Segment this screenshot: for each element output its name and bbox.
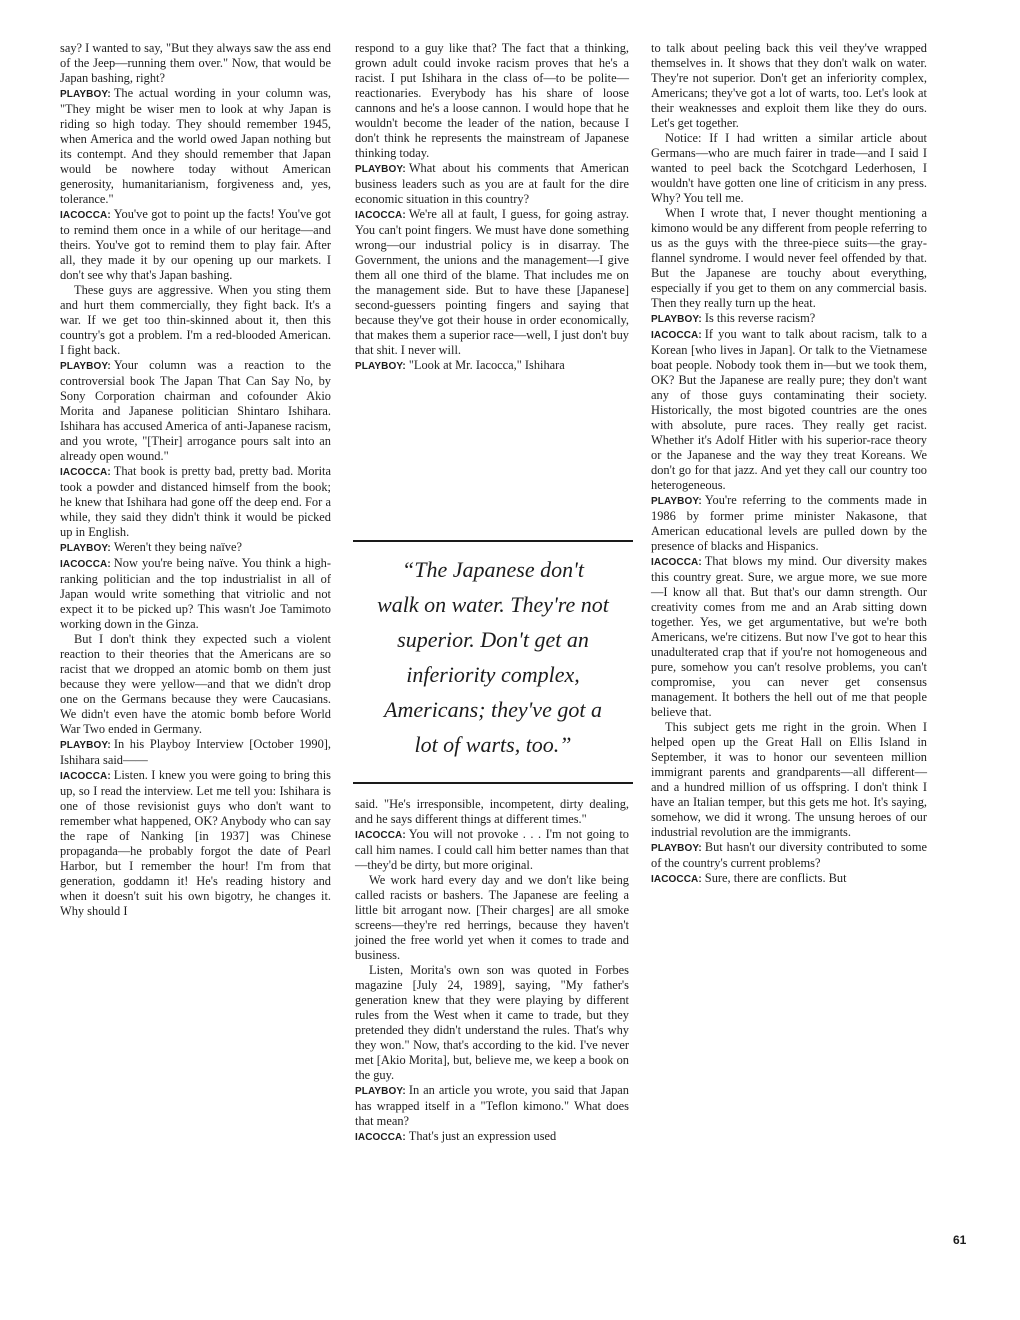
speaker-label: PLAYBOY:	[60, 543, 111, 554]
paragraph	[60, 556, 331, 632]
speaker-label: IACOCCA:	[355, 1132, 406, 1143]
paragraph-text: You will not provoke . . . I'm not going to call him names. I could call him better names than that—they'd be dirty, but more original.	[355, 827, 629, 872]
speaker-label: IACOCCA:	[60, 467, 111, 478]
paragraph	[60, 737, 331, 768]
paragraph-text: Is this reverse racism?	[704, 311, 816, 325]
paragraph	[355, 873, 629, 963]
paragraph	[651, 720, 927, 840]
paragraph	[60, 86, 331, 207]
speaker-label: IACOCCA:	[355, 830, 406, 841]
paragraph	[651, 41, 927, 131]
paragraph	[60, 283, 331, 358]
text-column-2	[355, 41, 629, 374]
speaker-label: IACOCCA:	[651, 330, 702, 341]
pull-quote-line: superior. Don't get an	[397, 627, 589, 652]
paragraph	[60, 632, 331, 737]
pull-quote-line: inferiority complex,	[406, 662, 580, 687]
paragraph-text: said. "He's irresponsible, incompetent, dirty dealing, and he says different things at different times."	[355, 797, 629, 826]
paragraph	[355, 797, 629, 827]
paragraph-text: We work hard every day and we don't like being called racists or bashers. The Japanese are feeling a little bit arrogant now. [Their charges] are all smoke screens—they're red herrings, because they haven't joined the free world yet when it comes to trade and business.	[355, 873, 629, 962]
speaker-label: IACOCCA:	[651, 874, 702, 885]
paragraph-text: But hasn't our diversity contributed to some of the country's current problems?	[651, 840, 927, 870]
paragraph-text: respond to a guy like that? The fact that a thinking, grown adult could invoke racism proves that he's a racist. I put Ishihara in the class of—to be polite—reactionaries. Everybody has his share of loose cannons and he's a loose cannon. I would hope that he wouldn't become the leader of the nation, because I don't think he represents the mainstream of Japanese thinking today.	[355, 41, 629, 160]
paragraph	[60, 540, 331, 556]
paragraph-text: In his Playboy Interview [October 1990], Ishihara said——	[60, 737, 331, 767]
paragraph	[355, 358, 629, 374]
paragraph	[60, 358, 331, 464]
speaker-label: PLAYBOY:	[60, 89, 111, 100]
paragraph-text: Sure, there are conflicts. But	[704, 871, 847, 885]
paragraph-text: When I wrote that, I never thought mentioning a kimono would be any different from people referring to us as the guys with the three-piece suits—the gray-flannel syndrome. I would never feel offended by that. But the Japanese are touchy about everything, especially if you get to them on any commercial basis. Then they really turn up the heat.	[651, 206, 927, 310]
text-column-2-lower	[355, 797, 629, 1145]
paragraph	[355, 827, 629, 873]
paragraph	[355, 963, 629, 1083]
page-number: 61	[953, 1233, 967, 1247]
speaker-label: IACOCCA:	[651, 557, 702, 568]
speaker-label: IACOCCA:	[60, 210, 111, 221]
text-column-1	[60, 41, 331, 919]
paragraph-text: That book is pretty bad, pretty bad. Morita took a powder and distanced himself from the book; he knew that Ishihara had gone off the deep end. For a while, they said they didn't think it would be picked up in English.	[60, 464, 331, 539]
speaker-label: PLAYBOY:	[60, 740, 111, 751]
paragraph-text: say? I wanted to say, "But they always saw the ass end of the Jeep—running them over." Now, that would be Japan bashing, right?	[60, 41, 331, 85]
paragraph	[355, 1129, 629, 1145]
paragraph	[651, 493, 927, 554]
paragraph-text: Listen, Morita's own son was quoted in Forbes magazine [July 24, 1989], saying, "My father's generation knew that they were playing by different rules from the West when it came to trade, but they pretended they didn't understand the rules. That's why they won." Now, that's according to the kid. I've never met [Akio Morita], but, believe me, we keep a book on the guy.	[355, 963, 629, 1082]
pull-quote-line: Americans; they've got a	[384, 697, 602, 722]
paragraph-text: The actual wording in your column was, "They might be wiser men to look at why Japan is riding so high today. They should remember 1945, when America and the world owed Japan nothing but its contempt. And they should remember that Japan would be nowhere today without American generosity, humanitarianism, forgiveness and, yes, tolerance."	[60, 86, 331, 206]
pull-quote-line: walk on water. They're not	[377, 592, 609, 617]
text-column-3	[651, 41, 927, 887]
paragraph	[60, 207, 331, 283]
pull-quote-text	[353, 552, 633, 762]
paragraph-text: We're all at fault, I guess, for going astray. You can't point fingers. We must have done something wrong—our industrial policy is in disarray. The Government, the unions and the management—I give them all one third of the blame. That includes me on the management side. But to have these [Japanese] second-guessers pointing fingers and saying that because they've got their house in order economically, that makes them a superior race—well, I just don't buy that shit. I never will.	[355, 207, 629, 357]
paragraph-text: Your column was a reaction to the controversial book The Japan That Can Say No, by Sony Corporation chairman and cofounder Akio Morita and Japanese politician Shintaro Ishihara. Ishihara has accused America of anti-Japanese racism, and you wrote, "[Their] arrogance pours salt into an already open wound."	[60, 358, 331, 463]
paragraph-text: You've got to point up the facts! You've got to remind them once in a while of our heritage—and theirs. You've got to remind them to play fair. After all, they made it by our opening up our markets. I don't see why that's Japan bashing.	[60, 207, 331, 282]
paragraph-text: "Look at Mr. Iacocca," Ishihara	[408, 358, 565, 372]
paragraph	[60, 768, 331, 919]
paragraph-text: You're referring to the comments made in 1986 by former prime minister Nakasone, that American educational levels are pulled down by the presence of blacks and Hispanics.	[651, 493, 927, 553]
paragraph	[355, 161, 629, 207]
speaker-label: IACOCCA:	[60, 771, 111, 782]
paragraph-text: Weren't they being naïve?	[113, 540, 242, 554]
paragraph	[355, 1083, 629, 1129]
paragraph-text: Now you're being naïve. You think a high-ranking politician and the top industrialist in all of Japan would write something that vitriolic and not expect it to be picked up? This wasn't Joe Tamimoto working down in the Ginza.	[60, 556, 331, 631]
paragraph	[651, 871, 927, 887]
speaker-label: IACOCCA:	[60, 559, 111, 570]
speaker-label: PLAYBOY:	[355, 164, 406, 175]
paragraph-text: What about his comments that American business leaders such as you are at fault for the dire economic situation in this country?	[355, 161, 629, 206]
pull-quote	[353, 540, 633, 784]
paragraph-text: That's just an expression used	[408, 1129, 557, 1143]
speaker-label: PLAYBOY:	[651, 496, 702, 507]
paragraph	[60, 464, 331, 540]
pull-quote-line: lot of warts, too.”	[414, 732, 572, 757]
paragraph	[60, 41, 331, 86]
paragraph-text: Listen. I knew you were going to bring this up, so I read the interview. Let me tell you: Ishihara is one of those revisionist guys who don't want to remember what happened, OK? Anybody who can say the rape of Nanking [in 1937] was Chinese propaganda—he probably forgot the date of Pearl Harbor, but I remember the hour! I'm from that generation, goddamn it! He's reading history and when it doesn't suit his own bigotry, he changes it. Why should I	[60, 768, 331, 918]
paragraph-text: These guys are aggressive. When you sting them and hurt them commercially, they fight back. It's a war. If we get too thin-skinned about it, then this country's got a problem. I'm a red-blooded American. I fight back.	[60, 283, 331, 357]
paragraph	[355, 207, 629, 358]
speaker-label: PLAYBOY:	[60, 361, 111, 372]
paragraph	[355, 41, 629, 161]
paragraph-text: If you want to talk about racism, talk to a Korean [who lives in Japan]. Or talk to the Vietnamese boat people. Nobody took them in—but we took them, OK? But the Japanese are really pure; they don't want any of those guys contaminating their society. Historically, the most bigoted countries are the ones with absolute, pure races. They really get racist. Whether it's Adolf Hitler with his superior-race theory or the Japanese and the way they treat Koreans. We don't go for that jazz. And yet they call our country too heterogeneous.	[651, 327, 927, 492]
paragraph-text: to talk about peeling back this veil they've wrapped themselves in. It shows that they don't walk on water. They're not superior. Don't get an inferiority complex, Americans; they've got a lot of warts, too. Let's look at their weaknesses and exploit them like they do ours. Let's get together.	[651, 41, 927, 130]
paragraph	[651, 206, 927, 311]
paragraph-text: In an article you wrote, you said that Japan has wrapped itself in a "Teflon kimono." What does that mean?	[355, 1083, 629, 1128]
speaker-label: PLAYBOY:	[355, 1086, 406, 1097]
speaker-label: PLAYBOY:	[651, 843, 702, 854]
speaker-label: IACOCCA:	[355, 210, 406, 221]
paragraph-text: Notice: If I had written a similar article about Germans—who are much fairer in trade—and I said I wanted to peel back the Scotchgard Lederhosen, I wouldn't have gotten one line of criticism in any press. Why? You tell me.	[651, 131, 927, 205]
paragraph-text: This subject gets me right in the groin. When I helped open up the Great Hall on Ellis Island in September, it was to honor our seventeen million immigrant parents and grandparents—all different—and a hundred million of us offspring. I don't think I have an Italian temper, but this gets me hot. It's saying, somehow, we did it wrong. The unsung heroes of our industrial revolution are the immigrants.	[651, 720, 927, 839]
paragraph	[651, 131, 927, 206]
paragraph-text: But I don't think they expected such a violent reaction to their theories that the Americans are so racist that we dropped an atomic bomb on them just because they were yellow—and that we didn't drop one on the Germans because they were Caucasians. We didn't even have the atomic bomb before World War Two ended in Germany.	[60, 632, 331, 736]
paragraph-text: That blows my mind. Our diversity makes this country great. Sure, we argue more, we sue more—I know all that. But that's our damn strength. Our creativity comes from me and an Arab sitting down together. Yes, we get argumentative, but we're both Americans, we're citizens. But now I've got to hear this unadulterated crap that if you're not homogeneous and pure, somehow you can't resolve problems, you can't compromise, you can never get consensus management. It bothers the hell out of me that people believe that.	[651, 554, 927, 719]
pull-quote-line: “The Japanese don't	[402, 557, 584, 582]
paragraph	[651, 554, 927, 720]
speaker-label: PLAYBOY:	[651, 314, 702, 325]
speaker-label: PLAYBOY:	[355, 361, 406, 372]
paragraph	[651, 840, 927, 871]
paragraph	[651, 311, 927, 327]
paragraph	[651, 327, 927, 493]
